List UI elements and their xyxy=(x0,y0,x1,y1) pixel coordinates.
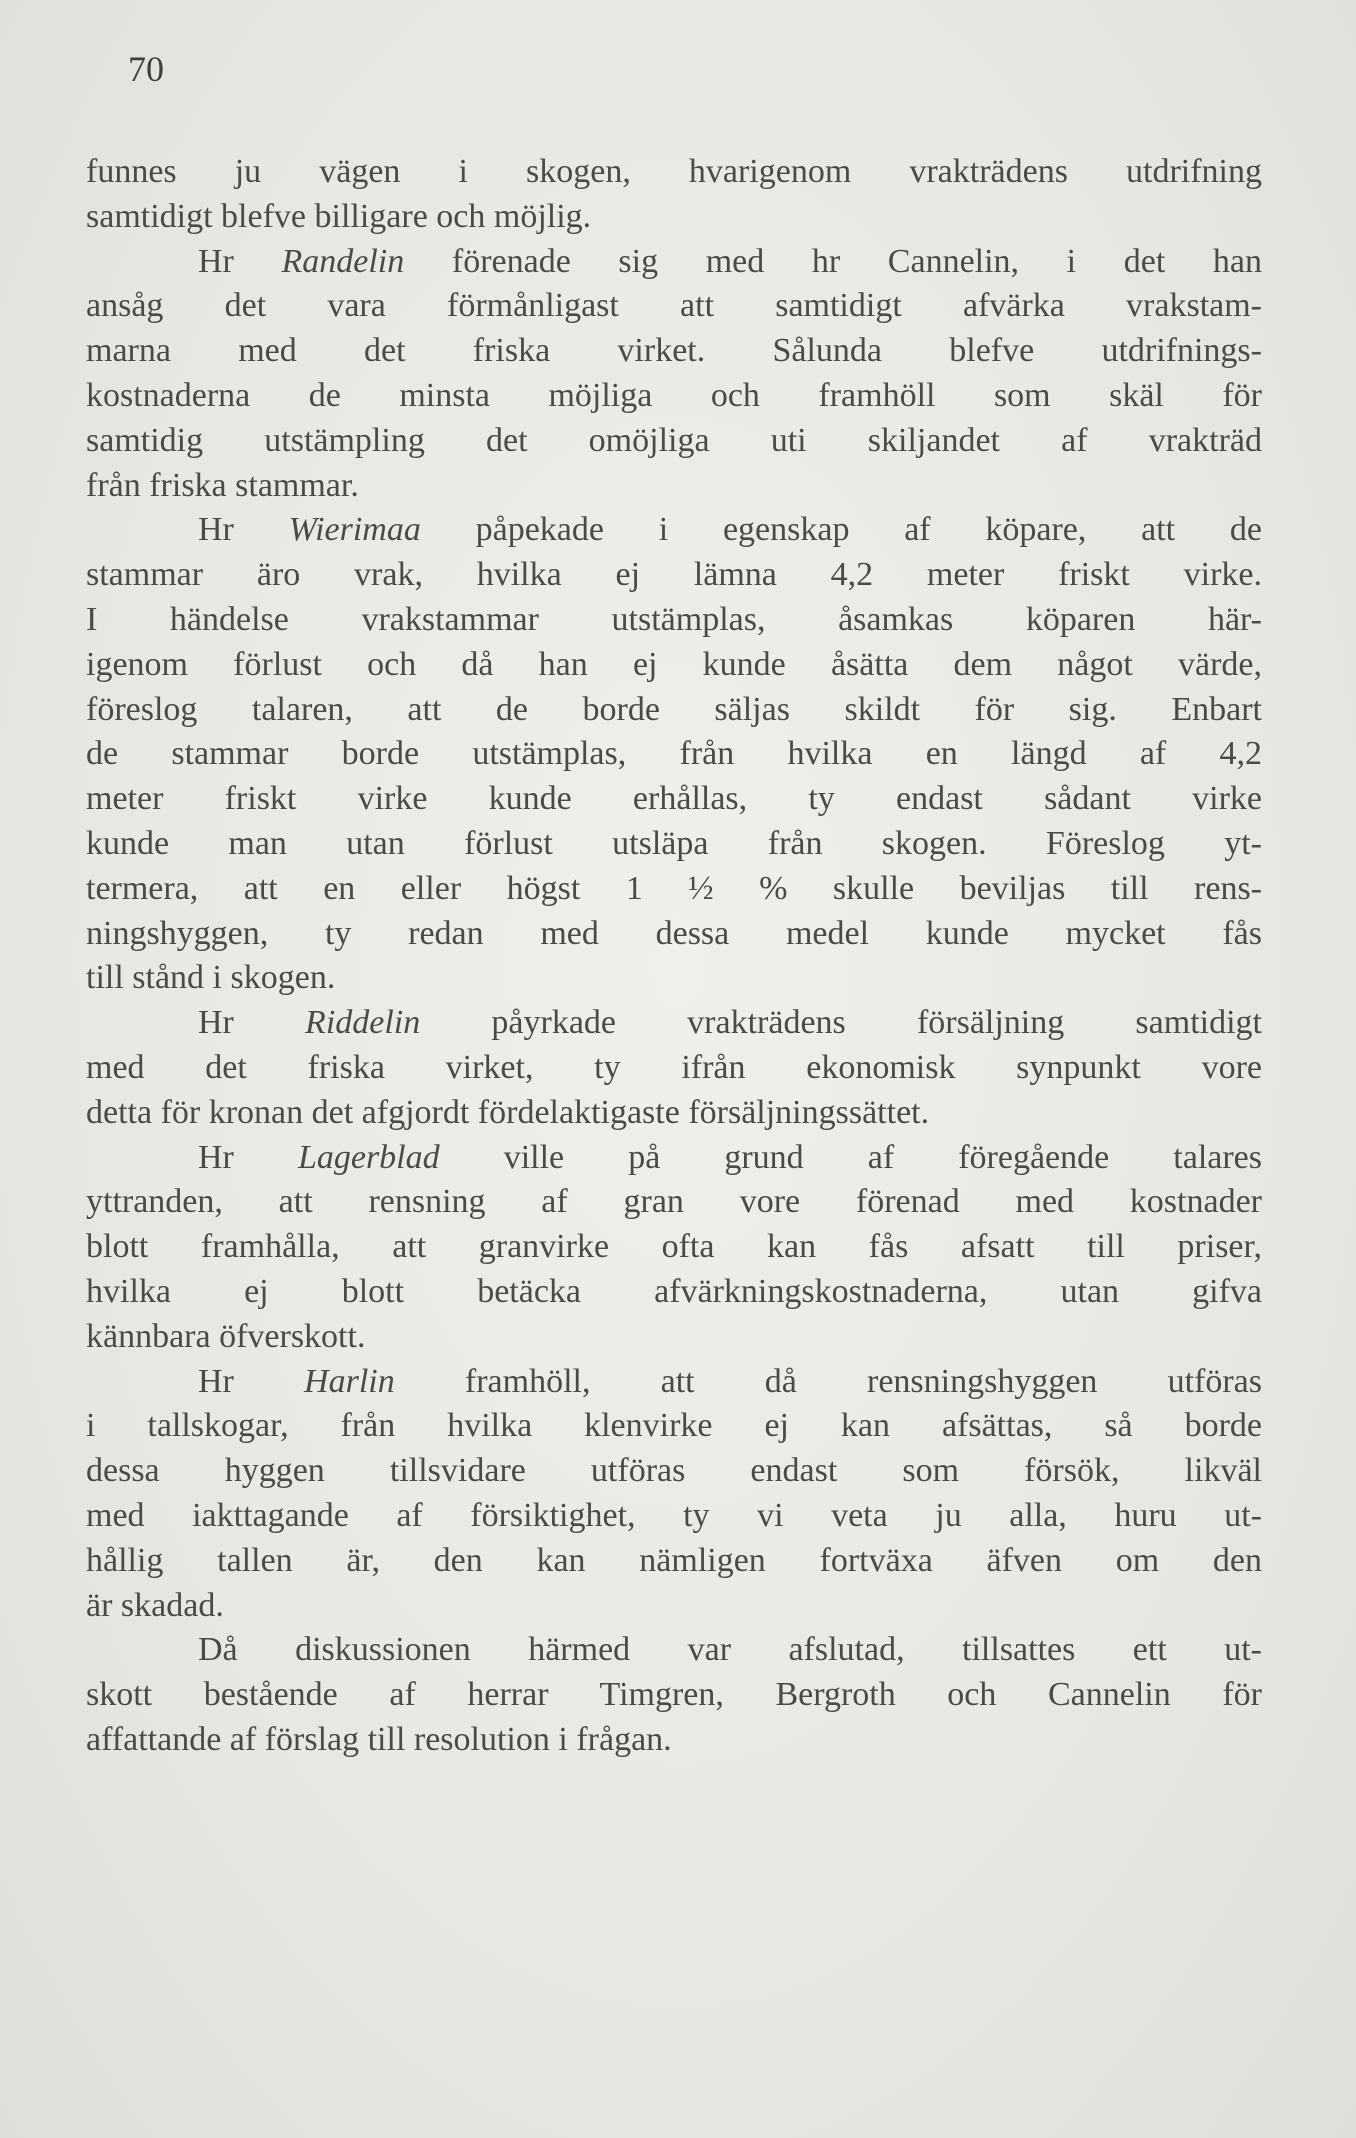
text-line: från friska stammar. xyxy=(86,466,359,504)
text-line: meter friskt virke kunde erhållas, ty endast sådant virke xyxy=(86,780,1262,818)
speaker-prefix: Hr xyxy=(198,1362,305,1400)
text-line: blott framhålla, att granvirke ofta kan fås afsatt till priser, xyxy=(86,1228,1262,1266)
speaker-prefix: Hr xyxy=(198,1138,298,1176)
text-line: Då diskussionen härmed var afslutad, tillsattes ett ut- xyxy=(198,1631,1262,1669)
text-line: samtidig utstämpling det omöjliga uti skiljandet af vrakträd xyxy=(86,421,1262,459)
speaker-prefix: Hr xyxy=(198,242,282,280)
text-line: föreslog talaren, att de borde säljas skildt för sig. Enbart xyxy=(86,690,1262,728)
text-line: hvilka ej blott betäcka afvärkningskostnaderna, utan gifva xyxy=(86,1272,1262,1310)
text-line: igenom förlust och då han ej kunde åsätta dem något värde, xyxy=(86,645,1262,683)
text-fragment: framhöll, att då rensningshyggen utföras xyxy=(394,1362,1262,1400)
speaker-prefix: Hr xyxy=(198,1004,306,1042)
text-line: kostnaderna de minsta möjliga och framhöll som skäl för xyxy=(86,376,1262,414)
text-line: affattande af förslag till resolution i frågan. xyxy=(86,1720,672,1758)
text-line: termera, att en eller högst 1 ½ % skulle beviljas till rens- xyxy=(86,869,1262,907)
text-line xyxy=(86,240,1262,285)
text-line: I händelse vrakstammar utstämplas, åsamkas köparen här- xyxy=(86,600,1262,638)
speaker-name: Wierimaa xyxy=(288,511,421,549)
text-line: dessa hyggen tillsvidare utföras endast som försök, likväl xyxy=(86,1452,1262,1490)
text-line: detta för kronan det afgjordt fördelaktigaste försäljningssättet. xyxy=(86,1093,930,1131)
text-line: samtidigt blefve billigare och möjlig. xyxy=(86,197,592,235)
text-line: med det friska virket, ty ifrån ekonomisk synpunkt vore xyxy=(86,1048,1262,1086)
text-fragment: påyrkade vrakträdens försäljning samtidigt xyxy=(420,1004,1262,1042)
text-line: ansåg det vara förmånligast att samtidigt afvärka vrakstam- xyxy=(86,287,1262,325)
text-line: yttranden, att rensning af gran vore förenad med kostnader xyxy=(86,1183,1262,1221)
text-line: de stammar borde utstämplas, från hvilka en längd af 4,2 xyxy=(86,735,1262,773)
text-line: med iakttagande af försiktighet, ty vi veta ju alla, huru ut- xyxy=(86,1496,1262,1534)
speaker-prefix: Hr xyxy=(198,511,289,549)
body-text xyxy=(86,150,1262,1763)
text-line: ningshyggen, ty redan med dessa medel kunde mycket fås xyxy=(86,914,1262,952)
page-number: 70 xyxy=(128,49,164,89)
speaker-name: Lagerblad xyxy=(297,1138,440,1176)
text-fragment: förenade sig med hr Cannelin, i det han xyxy=(404,242,1262,280)
text-line xyxy=(86,1001,1262,1046)
speaker-name: Randelin xyxy=(281,242,405,280)
text-line xyxy=(86,508,1262,553)
speaker-name: Harlin xyxy=(304,1362,395,1400)
text-line xyxy=(86,1136,1262,1181)
text-line: i tallskogar, från hvilka klenvirke ej kan afsättas, så borde xyxy=(86,1407,1262,1445)
text-line: är skadad. xyxy=(86,1586,224,1624)
text-line: marna med det friska virket. Sålunda blefve utdrifnings- xyxy=(86,332,1262,370)
text-line: kännbara öfverskott. xyxy=(86,1317,366,1355)
text-fragment: påpekade i egenskap af köpare, att de xyxy=(420,511,1262,549)
text-line xyxy=(86,1360,1262,1405)
text-line: skott bestående af herrar Timgren, Bergroth och Cannelin för xyxy=(86,1676,1262,1714)
text-line: hållig tallen är, den kan nämligen fortväxa äfven om den xyxy=(86,1541,1262,1579)
text-line: kunde man utan förlust utsläpa från skogen. Föreslog yt- xyxy=(86,824,1262,862)
text-line: funnes ju vägen i skogen, hvarigenom vrakträdens utdrifning xyxy=(86,153,1262,190)
text-fragment: ville på grund af föregående talares xyxy=(439,1138,1262,1176)
text-line: stammar äro vrak, hvilka ej lämna 4,2 meter friskt virke. xyxy=(86,556,1262,594)
text-line: till stånd i skogen. xyxy=(86,959,336,997)
speaker-name: Riddelin xyxy=(305,1004,421,1042)
